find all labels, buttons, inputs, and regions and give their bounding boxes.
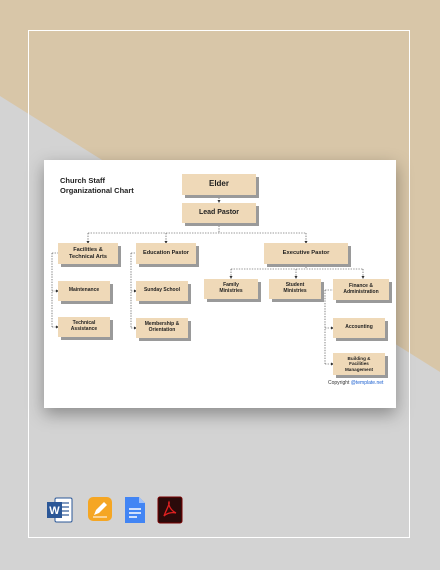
node-membership-orientation <box>136 318 188 338</box>
node-family-ministries-line1: Family <box>223 282 239 289</box>
node-technical-assistance-line1: Technical <box>72 320 96 327</box>
node-finance-administration <box>333 279 389 300</box>
node-family-ministries <box>204 279 258 299</box>
node-facilities-label-line2: Technical Arts <box>69 253 107 260</box>
node-maintenance <box>58 281 110 301</box>
node-family-ministries-line2: Ministries <box>219 288 243 294</box>
node-maintenance-label: Maintenance <box>68 287 100 294</box>
node-executive-pastor <box>264 243 348 264</box>
node-membership-line1: Membership & <box>144 321 180 328</box>
node-building-line2: Facilities <box>349 361 369 367</box>
copyright-label: Copyright <box>328 380 351 386</box>
node-building-facilities-management <box>333 353 385 375</box>
node-executive-pastor-label: Executive Pastor <box>282 250 330 257</box>
pages-icon[interactable] <box>87 496 113 522</box>
node-facilities-label-line1: Facilities & <box>73 247 103 254</box>
node-lead-pastor-label: Lead Pastor <box>198 209 240 217</box>
chart-title-line2: Organizational Chart <box>60 186 134 195</box>
node-accounting-label: Accounting <box>345 324 373 331</box>
node-elder-label: Elder <box>208 179 229 189</box>
copyright-text <box>328 380 383 386</box>
node-student-ministries-line1: Student <box>285 282 305 289</box>
node-student-ministries <box>269 279 321 299</box>
node-education-pastor-label: Education Pastor <box>142 250 189 257</box>
google-docs-icon[interactable] <box>124 496 146 524</box>
node-facilities-technical-arts <box>58 243 118 264</box>
node-membership-line2: Orientation <box>148 327 176 333</box>
node-building-line1: Building & <box>347 356 371 362</box>
copyright-link[interactable]: @template.net <box>350 380 384 386</box>
node-elder <box>182 174 256 195</box>
chart-title-line1: Church Staff <box>60 176 105 185</box>
node-technical-assistance <box>58 317 110 337</box>
node-lead-pastor <box>182 203 256 223</box>
node-finance-admin-line2: Administration <box>343 288 379 295</box>
node-student-ministries-line2: Ministries <box>283 288 307 294</box>
node-sunday-school <box>136 281 188 301</box>
node-finance-admin-line1: Finance & <box>349 282 373 289</box>
svg-text:W: W <box>49 505 60 517</box>
node-technical-assistance-line2: Assistance <box>70 326 98 332</box>
node-sunday-school-label: Sunday School <box>143 287 181 294</box>
node-education-pastor <box>136 243 196 264</box>
pdf-icon[interactable] <box>157 496 183 524</box>
node-accounting <box>333 318 385 338</box>
node-building-line3: Management <box>344 366 374 372</box>
document-preview <box>44 160 396 408</box>
word-icon[interactable] <box>46 496 74 524</box>
